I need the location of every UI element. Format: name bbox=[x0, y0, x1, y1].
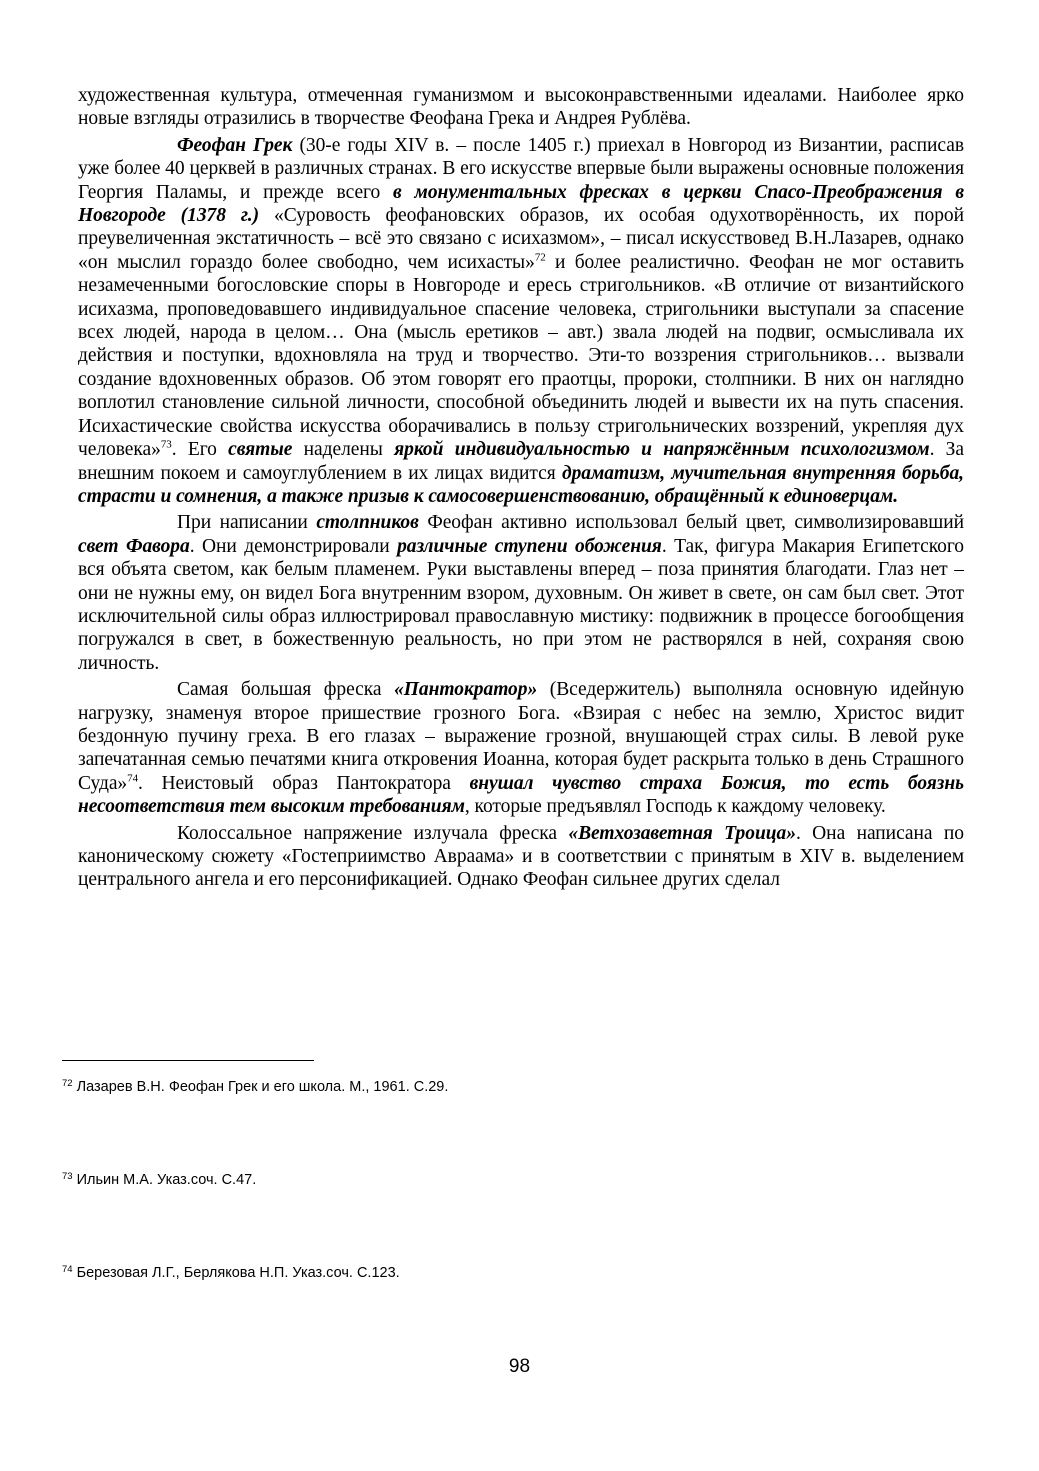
emphasis-text: Феофан Грек bbox=[177, 134, 293, 156]
emphasis-text: столпников bbox=[316, 512, 419, 534]
paragraph bbox=[78, 511, 964, 675]
footnote-number: 73 bbox=[62, 1171, 73, 1182]
footnote-74 bbox=[62, 1264, 400, 1282]
paragraph bbox=[78, 678, 964, 818]
text-run: . За внешним покоем и самоуглублением в их лицах видится bbox=[78, 439, 965, 484]
emphasis-text: «Пантократор» bbox=[394, 679, 538, 701]
emphasis-text: различные ступени обожения bbox=[397, 535, 662, 557]
text-run: . Она написана по каноническому сюжету «Гостеприимство Авраама» и в соответствии с принятым в XIV в. выделением центрального ангела и его персонификацией. Однако Феофан сильнее других сделал bbox=[78, 822, 964, 891]
footnote-reference: 73 bbox=[160, 438, 172, 451]
text-run: «Суровость феофановских образов, их особая одухотворённость, их порой преувеличенная экстатичность – всё это связано с исихазмом», – писал искусствовед В.Н.Лазарев, однако «он мыслил гораздо более свободно, чем исихасты» bbox=[78, 205, 964, 273]
text-run: . Его bbox=[171, 439, 229, 461]
text-run: наделены bbox=[292, 439, 395, 461]
emphasis-text: святые bbox=[228, 439, 293, 461]
text-run: Самая большая фреска bbox=[177, 679, 395, 701]
emphasis-text: внушал чувство страха Божия, то есть боязнь несоответствия тем высоким требованиям bbox=[78, 772, 964, 818]
paragraph bbox=[78, 822, 964, 892]
page-number: 98 bbox=[508, 1356, 531, 1377]
text-run: . Неистовый образ Пантократора bbox=[138, 772, 470, 794]
text-run: . Так, фигура Макария Египетского вся объята светом, как белым пламенем. Руки выставлены вперед – поза принятия благодати. Глаз нет – они не нужны ему, он видел Бога внутренним взором, духовным. Он живет в свете, он сам был свет. Этот исключительной силы образ иллюстрировал православную мистику: подвижник в процессе богообщения погружался в свет, в божественную реальность, но при этом не растворялся в ней, сохраняя свою личность. bbox=[78, 535, 965, 674]
emphasis-text: «Ветхозаветная Троица» bbox=[568, 822, 796, 844]
footnote-72 bbox=[62, 1078, 448, 1096]
footnote-text: Лазарев В.Н. Феофан Грек и его школа. М., 1961. С.29. bbox=[72, 1079, 449, 1095]
paragraph bbox=[78, 84, 964, 131]
footnote-text: Ильин М.А. Указ.соч. С.47. bbox=[72, 1172, 257, 1188]
emphasis-text: свет Фавора bbox=[78, 535, 190, 557]
footnote-reference: 72 bbox=[534, 251, 546, 264]
emphasis-text: драматизм, мучительная внутренняя борьба, страсти и сомнения, а также призыв к самосовершенствованию, обращённый к единоверцам. bbox=[78, 462, 964, 507]
main-text bbox=[78, 84, 964, 895]
text-run: При написании bbox=[177, 512, 317, 534]
text-run: , которые предъявлял Господь к каждому человеку. bbox=[464, 796, 886, 818]
footnote-73 bbox=[62, 1171, 256, 1189]
text-run: Колоссальное напряжение излучала фреска bbox=[177, 822, 569, 844]
footnote-separator bbox=[62, 1060, 314, 1061]
footnote-reference: 74 bbox=[127, 772, 139, 785]
text-run: (30-е годы XIV в. – после 1405 г.) приехал в Новгород из Византии, расписав уже более 40 церквей в различных странах. В его искусстве впервые были выражены основные положения Георгия Паламы, и прежде всего bbox=[78, 134, 965, 203]
text-run: Феофан активно использовал белый цвет, символизировавший bbox=[418, 512, 964, 534]
paragraph bbox=[78, 134, 964, 509]
footnote-number: 72 bbox=[62, 1078, 73, 1089]
emphasis-text: яркой индивидуальностью и напряжённым психологизмом bbox=[394, 439, 930, 461]
text-run: художественная культура, отмеченная гуманизмом и высоконравственными идеалами. Наиболее ярко новые взгляды отразились в творчестве Феофана Грека и Андрея Рублёва. bbox=[78, 85, 964, 130]
text-run: . Они демонстрировали bbox=[189, 535, 398, 557]
footnote-number: 74 bbox=[62, 1264, 73, 1275]
text-run: и более реалистично. Феофан не мог оставить незамеченными богословские споры в Новгороде и ересь стригольников. «В отличие от византийского исихазма, проповедовавшего индивидуальное спасение человека, стригольники выступали за спасение всех людей, народа в целом… Она (мысль еретиков – авт.) звала людей на подвиг, осмысливала их действия и поступки, вдохновляла на труд и творчество. Эти-то воззрения стригольников… вызвали создание вдохновенных образов. Об этом говорят его праотцы, пророки, столпники. В них он наглядно воплотил становление сильной личности, способной объединить людей и вывести их на путь спасения. Исихастические свойства искусства оборачивались в пользу стригольнических воззрений, укрепляя дух человека» bbox=[78, 251, 965, 461]
emphasis-text: в монументальных фресках в церкви Спасо-Преображения в Новгороде (1378 г.) bbox=[78, 181, 964, 227]
text-run: (Вседержитель) выполняла основную идейную нагрузку, знаменуя второе пришествие грозного Бога. «Взирая с небес на землю, Христос видит бездонную пучину греха. В его глазах – выражение грозной, внушающей страх силы. В левой руке запечатанная семью печатями книга откровения Иоанна, которая будет раскрыта только в день Страшного Суда» bbox=[78, 679, 965, 794]
footnote-text: Березовая Л.Г., Берлякова Н.П. Указ.соч. С.123. bbox=[72, 1265, 400, 1281]
